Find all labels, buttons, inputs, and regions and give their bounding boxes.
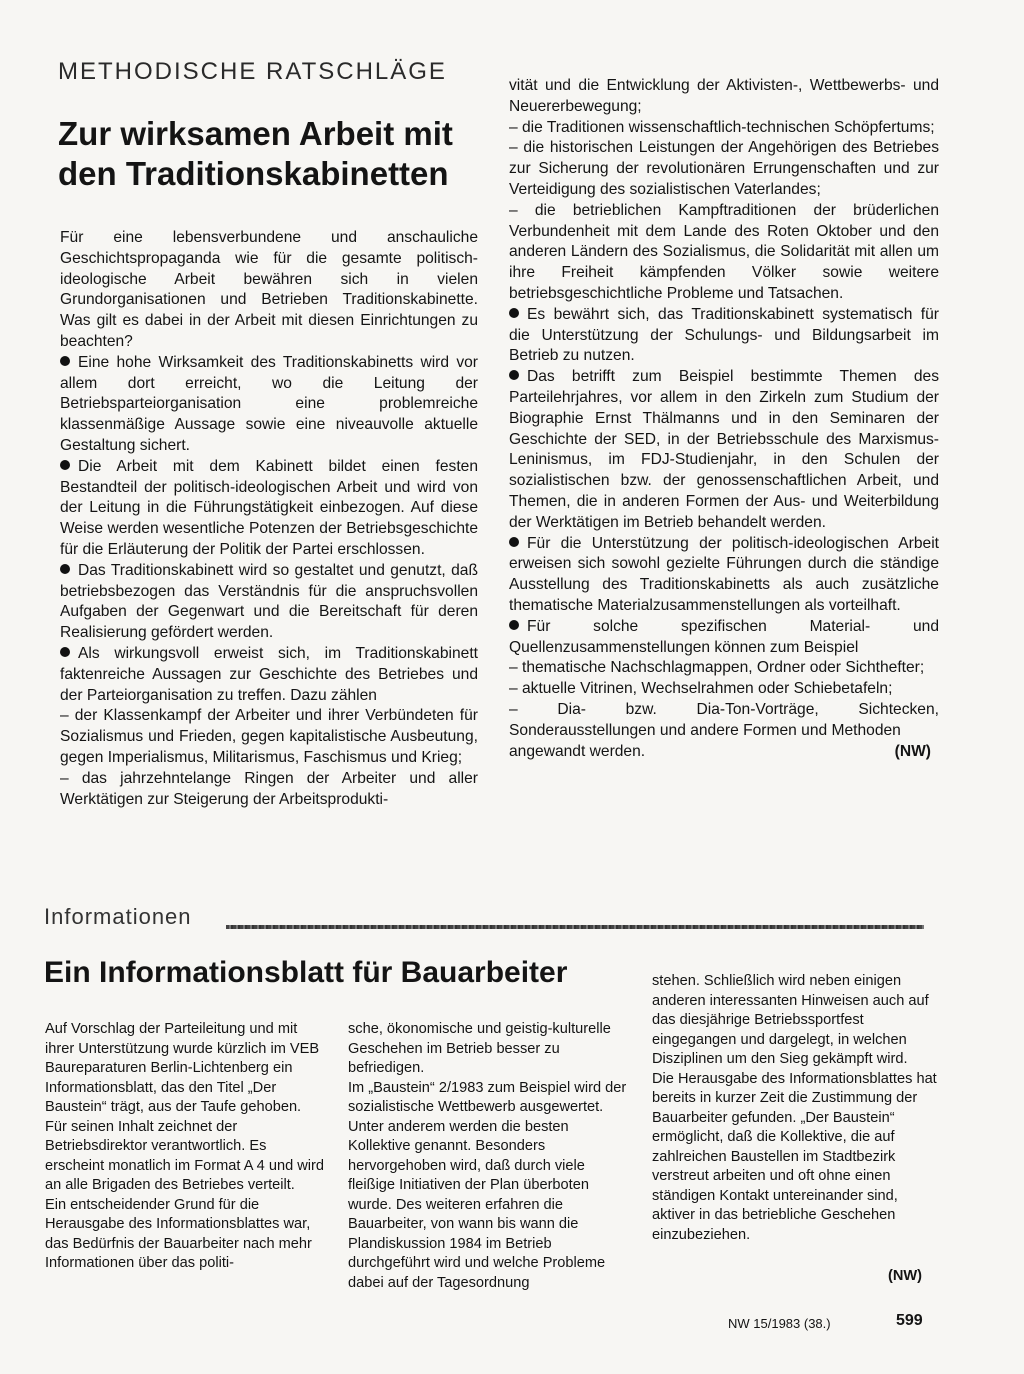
bullet-paragraph: Das Traditionskabinett wird so gestaltet und genutzt, daß betriebsbezogen das Verständnis für die anspruchsvollen Aufgaben der Gegenwart und die Bereitschaft für deren Realisierung gefördert werden. [60, 561, 478, 642]
paragraph: Für eine lebensverbundene und anschauliche Geschichtspropaganda wie für die gesamte politisch-ideologische Arbeit bewähren sich in vielen Grundorganisationen und Betrieben Traditionskabinette. Was gilt es dabei in der Arbeit mit diesen Einrichtungen zu beachten? [60, 229, 478, 350]
bullet-paragraph: Eine hohe Wirksamkeit des Traditionskabinetts wird vor allem dort erreicht, wo die Leitung der Betriebsparteiorganisation eine problemreiche klassenmäßige Aussage sowie eine niveauvolle aktuelle Gestaltung sichert. [60, 353, 478, 454]
section-divider [226, 925, 924, 929]
dash-item: – aktuelle Vitrinen, Wechselrahmen oder Schiebetafeln; [509, 680, 893, 698]
article2-column-3 [652, 972, 938, 1287]
bullet-icon [60, 561, 78, 582]
bullet-paragraph: Es bewährt sich, das Traditionskabinett systematisch für die Unterstützung der Schulungs- und Bildungsarbeit im Betrieb zu nutzen. [509, 305, 939, 365]
article2-column-1 [45, 1020, 327, 1274]
paragraph: Ein entscheidender Grund für die Herausgabe des Informationsblattes war, das Bedürfnis der Bauarbeiter nach mehr Informationen über das politi- [45, 1196, 312, 1271]
bullet-icon [509, 534, 527, 555]
dash-item: – der Klassenkampf der Arbeiter und ihrer Verbündeten für Sozialismus und Frieden, gegen kapitalistische Ausbeutung, gegen Imperialismus, Militarismus, Faschismus und Krieg; [60, 707, 478, 766]
dash-item: – die historischen Leistungen der Angehörigen des Betriebes zur Sicherung der revolutionären Errungenschaften und zur Verteidigung des sozialistischen Vaterlandes; [509, 139, 939, 198]
bullet-paragraph: Für solche spezifischen Material- und Quellenzusammenstellungen können zum Beispiel [509, 617, 939, 656]
article2-column-2 [348, 1020, 630, 1293]
dash-item: – thematische Nachschlagmappen, Ordner oder Sichthefter; [509, 659, 925, 677]
bullet-icon [60, 353, 78, 374]
bullet-icon [60, 644, 78, 665]
closing-line [509, 742, 939, 763]
paragraph: vität und die Entwicklung der Aktivisten-, Wettbewerbs- und Neuererbewegung; [509, 77, 939, 115]
author-signature-2: (NW) [887, 1268, 922, 1284]
bullet-paragraph: Das betrifft zum Beispiel bestimmte Themen des Parteilehrjahres, vor allem in den Zirkeln zum Studium der Biographie Ernst Thälmanns und in den Seminaren der Geschichte der SED, in der Betriebsschule des Marxismus-Leninismus, im FDJ-Studienjahr, in den Schulen der sozialistischen bzw. der genossenschaftlichen Arbeit, und Themen, die in anderen Formen der Aus- und Weiterbildung der Werktätigen im Betrieb behandelt werden. [509, 368, 939, 531]
paragraph: Die Herausgabe des Informationsblattes hat bereits in kurzer Zeit die Zustimmung der Bauarbeiter gefunden. „Der Baustein“ ermöglicht, daß die Kollektive, die auf zahlreichen Baustellen im Stadtbezirk verstreut arbeiten und oft ohne einen ständigen Kontakt untereinander sind, aktiver in das betriebliche Geschehen einzubeziehen. [652, 1070, 937, 1243]
dash-item: – Dia- bzw. Dia-Ton-Vorträge, Sichtecken, Sonderausstellungen und andere Formen und Methoden [509, 700, 939, 739]
page-number: 599 [896, 1312, 923, 1329]
bullet-icon [60, 457, 78, 478]
paragraph: sche, ökonomische und geistig-kulturelle Geschehen im Betrieb besser zu befriedigen. [348, 1021, 611, 1076]
paragraph: stehen. Schließlich wird neben einigen anderen interessanten Hinweisen auch auf das diesjährige Betriebssportfest eingegangen und dargelegt, in welchen Disziplinen um den Sieg gekämpft wird. [652, 973, 929, 1067]
article-headline: Zur wirksamen Arbeit mit den Traditionskabinetten [58, 115, 453, 192]
article-column-right [509, 76, 939, 762]
author-signature: (NW) [894, 742, 931, 760]
dash-item: – das jahrzehntelange Ringen der Arbeiter und aller Werktätigen zur Steigerung der Arbeitsprodukti- [60, 769, 478, 808]
dash-item: – die Traditionen wissenschaftlich-technischen Schöpfertums; [509, 118, 935, 136]
bullet-icon [509, 367, 527, 388]
section-label: Informationen [44, 904, 192, 929]
article-kicker: METHODISCHE RATSCHLÄGE [58, 58, 447, 85]
article-headline-2: Ein Informationsblatt für Bauarbeiter [44, 956, 568, 989]
closing-text: angewandt werden. [509, 742, 646, 760]
bullet-icon [509, 617, 527, 638]
paragraph: Auf Vorschlag der Parteileitung und mit ihrer Unterstützung wurde kürzlich im VEB Baureparaturen Berlin-Lichtenberg ein Informationsblatt, das den Titel „Der Baustein“ trägt, aus der Taufe gehoben. Für seinen Inhalt zeichnet der Betriebsdirektor verantwortlich. Es erscheint monatlich im Format A 4 und wird an alle Brigaden des Betriebes verteilt. [45, 1021, 325, 1193]
paragraph: Im „Baustein“ 2/1983 zum Beispiel wird der sozialistische Wettbewerb ausgewertet. Unter anderem werden die besten Kollektive genannt. Besonders hervorgehoben wird, daß durch viele fleißige Initiativen der Plan überboten wurde. Des weiteren erfahren die Bauarbeiter, von wann bis wann die Plandiskussion 1984 im Betrieb durchgeführt wird und welche Probleme dabei auf der Tagesordnung [348, 1079, 627, 1291]
bullet-paragraph: Für die Unterstützung der politisch-ideologischen Arbeit erweisen sich sowohl gezielte Führungen durch die ständige Ausstellung des Traditionskabinetts als auch zusätzliche thematische Materialzusammenstellungen als vorteilhaft. [509, 534, 939, 614]
dash-item: – die betrieblichen Kampftraditionen der brüderlichen Verbundenheit mit dem Lande des Roten Oktober und den anderen Ländern des Sozialismus, die Solidarität mit allen um ihre Freiheit kämpfenden Völker sowie weitere betriebsgeschichtliche Probleme und Tatsachen. [509, 201, 939, 302]
article-column-left [60, 228, 478, 810]
bullet-icon [509, 305, 527, 326]
bullet-paragraph: Die Arbeit mit dem Kabinett bildet einen festen Bestandteil der politisch-ideologischen Arbeit und wird von der Leitung in die Führungstätigkeit einbezogen. Auf diese Weise werden wesentliche Potenzen der Betriebsgeschichte für die Erläuterung der Politik der Partei erschlossen. [60, 457, 478, 558]
issue-reference: NW 15/1983 (38.) [728, 1316, 831, 1331]
bullet-paragraph: Als wirkungsvoll erweist sich, im Traditionskabinett faktenreiche Aussagen zur Geschichte des Betriebes und der Parteiorganisation zu treffen. Dazu zählen [60, 644, 478, 704]
